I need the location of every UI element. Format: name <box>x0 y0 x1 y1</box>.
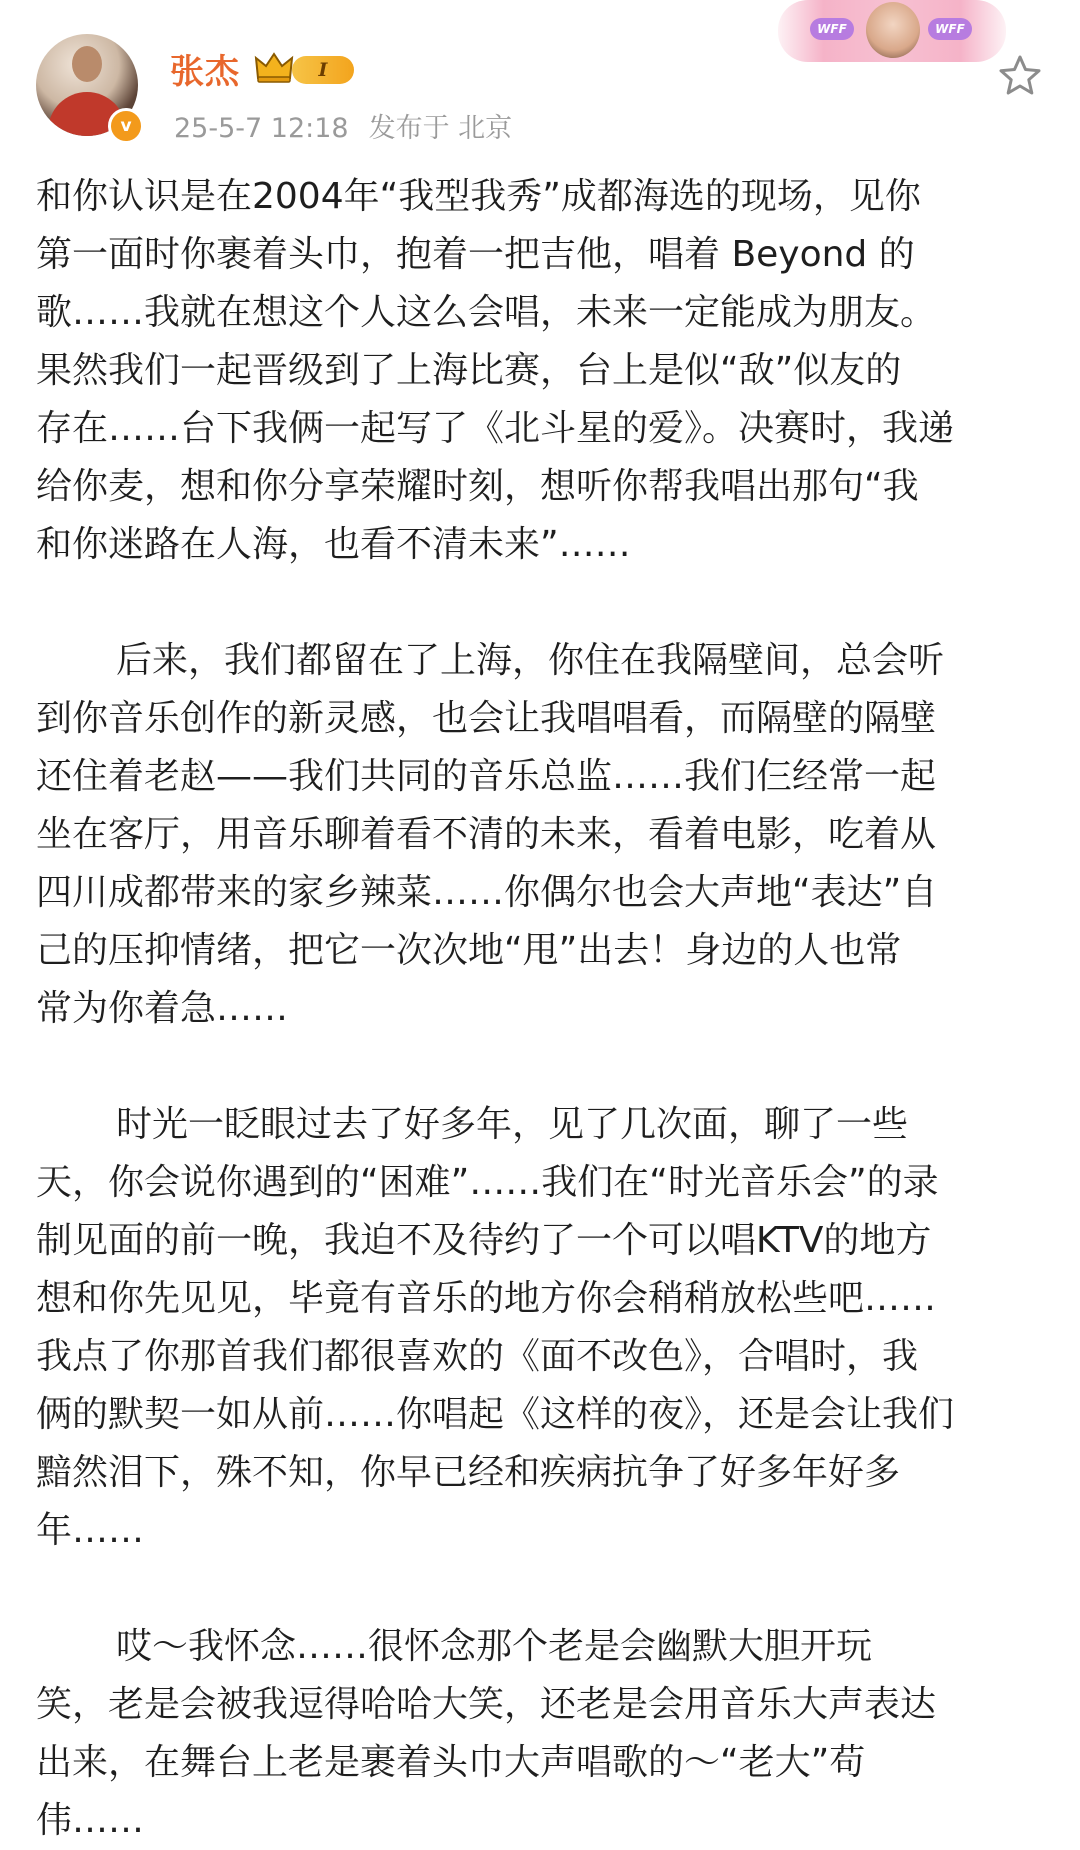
text-line: 坐在客厅，用音乐聊着看不清的未来，看着电影，吃着从 <box>36 814 937 855</box>
post-header <box>0 0 1080 150</box>
paragraph-gap <box>36 1560 1046 1618</box>
avatar-head <box>72 46 102 82</box>
text-line: 和你迷路在人海，也看不清未来”…… <box>36 524 631 565</box>
paragraph-4 <box>36 1618 1046 1850</box>
text-line: 还住着老赵——我们共同的音乐总监……我们仨经常一起 <box>36 756 937 797</box>
text-line: 给你麦，想和你分享荣耀时刻，想听你帮我唱出那句“我 <box>36 466 919 507</box>
text-line: 歌……我就在想这个人这么会唱，未来一定能成为朋友。 <box>36 292 937 333</box>
paragraph-gap <box>36 574 1046 632</box>
text-line: 出来，在舞台上老是裹着头巾大声唱歌的～“老大”苟 <box>36 1742 866 1783</box>
verified-badge-icon: v <box>108 108 144 144</box>
text-line: 伟…… <box>36 1800 145 1841</box>
text-line: 己的压抑情绪，把它一次次地“甩”出去！身边的人也常 <box>36 930 902 971</box>
text-line: 想和你先见见，毕竟有音乐的地方你会稍稍放松些吧…… <box>36 1278 937 1319</box>
text-line: 后来，我们都留在了上海，你住在我隔壁间，总会听 <box>116 640 945 681</box>
text-line: 和你认识是在2004年“我型我秀”成都海选的现场，见你 <box>36 176 921 217</box>
text-line: 天，你会说你遇到的“困难”……我们在“时光音乐会”的录 <box>36 1162 939 1203</box>
text-line: 四川成都带来的家乡辣菜……你偶尔也会大声地“表达”自 <box>36 872 938 913</box>
text-line: 常为你着急…… <box>36 988 289 1029</box>
text-line: 存在……台下我俩一起写了《北斗星的爱》。决赛时，我递 <box>36 408 955 449</box>
sticker-face-image <box>866 2 920 58</box>
text-line: 笑，老是会被我逗得哈哈大笑，还老是会用音乐大声表达 <box>36 1684 937 1725</box>
text-line: 我点了你那首我们都很喜欢的《面不改色》，合唱时，我 <box>36 1336 919 1377</box>
text-line: 到你音乐创作的新灵感，也会让我唱唱看，而隔壁的隔壁 <box>36 698 937 739</box>
star-outline-icon[interactable] <box>996 52 1044 100</box>
text-line: 黯然泪下，殊不知，你早已经和疾病抗争了好多年好多 <box>36 1452 901 1493</box>
paragraph-gap <box>36 1038 1046 1096</box>
crown-icon <box>254 50 294 84</box>
author-name[interactable]: 张杰 <box>170 52 240 92</box>
sticker-tag-left: WFF <box>810 18 854 40</box>
text-line: 哎～我怀念……很怀念那个老是会幽默大胆开玩 <box>116 1626 873 1667</box>
decorative-sticker <box>778 0 1006 62</box>
sticker-tag-right: WFF <box>928 18 972 40</box>
text-line: 制见面的前一晚，我迫不及待约了一个可以唱KTV的地方 <box>36 1220 932 1261</box>
text-line: 第一面时你裹着头巾，抱着一把吉他，唱着 Beyond 的 <box>36 234 915 275</box>
post-body <box>36 168 1046 1850</box>
paragraph-3 <box>36 1096 1046 1560</box>
text-line: 时光一眨眼过去了好多年，见了几次面，聊了一些 <box>116 1104 909 1145</box>
paragraph-1 <box>36 168 1046 574</box>
post-meta <box>174 106 512 145</box>
text-line: 果然我们一起晋级到了上海比赛，台上是似“敌”似友的 <box>36 350 902 391</box>
text-line: 俩的默契一如从前……你唱起《这样的夜》，还是会让我们 <box>36 1394 955 1435</box>
paragraph-2 <box>36 632 1046 1038</box>
member-level-badge: I <box>292 56 354 84</box>
post-timestamp: 25-5-7 12:18 <box>174 113 349 144</box>
text-line: 年…… <box>36 1510 145 1551</box>
post-location: 发布于 北京 <box>368 113 513 144</box>
